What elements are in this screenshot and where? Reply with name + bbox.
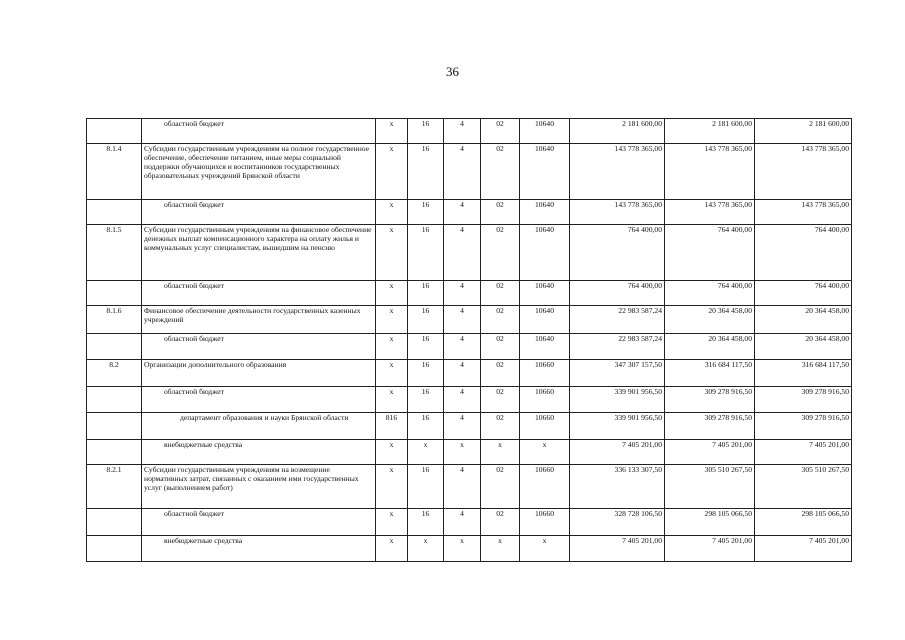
- cell-code-5: 10660: [520, 413, 570, 440]
- cell-amount-3: 298 105 066,50: [755, 509, 852, 536]
- cell-amount-2: 309 278 916,50: [665, 413, 755, 440]
- cell-amount-1: 143 778 365,00: [570, 144, 665, 200]
- cell-amount-1: 22 983 587,24: [570, 334, 665, 360]
- cell-amount-1: 7 405 201,00: [570, 536, 665, 562]
- cell-code-2: 16: [408, 281, 444, 306]
- table-row: [87, 119, 852, 144]
- cell-code-2: 16: [408, 306, 444, 334]
- cell-code-3: 4: [444, 360, 481, 387]
- cell-code-4: 02: [481, 360, 520, 387]
- cell-name: департамент образования и науки Брянской области: [142, 413, 376, 440]
- cell-code-3: 4: [444, 144, 481, 200]
- cell-amount-3: 2 181 600,00: [755, 119, 852, 144]
- cell-amount-2: 2 181 600,00: [665, 119, 755, 144]
- table-row: [87, 200, 852, 225]
- cell-amount-2: 298 105 066,50: [665, 509, 755, 536]
- cell-ministry: х: [376, 387, 408, 413]
- cell-code-5: 10640: [520, 306, 570, 334]
- cell-ministry: 816: [376, 413, 408, 440]
- cell-amount-2: 7 405 201,00: [665, 536, 755, 562]
- cell-amount-2: 7 405 201,00: [665, 440, 755, 465]
- cell-code: 8.1.6: [87, 306, 142, 334]
- cell-code-5: х: [520, 440, 570, 465]
- table-row: [87, 536, 852, 562]
- cell-code-4: 02: [481, 200, 520, 225]
- cell-code-4: 02: [481, 509, 520, 536]
- cell-amount-2: 764 400,00: [665, 225, 755, 281]
- cell-code-2: 16: [408, 334, 444, 360]
- cell-code-2: 16: [408, 200, 444, 225]
- cell-code-3: 4: [444, 119, 481, 144]
- cell-code-3: х: [444, 440, 481, 465]
- cell-code-2: 16: [408, 413, 444, 440]
- cell-code-2: 16: [408, 465, 444, 509]
- cell-amount-1: 2 181 600,00: [570, 119, 665, 144]
- cell-ministry: х: [376, 440, 408, 465]
- cell-code-4: 02: [481, 413, 520, 440]
- page-number: 36: [446, 64, 459, 79]
- cell-name: Организации дополнительного образования: [142, 360, 376, 387]
- cell-code-3: 4: [444, 334, 481, 360]
- table-row: [87, 144, 852, 200]
- cell-code-4: 02: [481, 334, 520, 360]
- cell-amount-1: 7 405 201,00: [570, 440, 665, 465]
- cell-code-3: 4: [444, 387, 481, 413]
- cell-code-2: 16: [408, 387, 444, 413]
- cell-name: областной бюджет: [142, 200, 376, 225]
- table-row: [87, 509, 852, 536]
- cell-code-5: 10640: [520, 334, 570, 360]
- cell-code-3: 4: [444, 281, 481, 306]
- budget-table: [86, 118, 852, 562]
- cell-ministry: х: [376, 509, 408, 536]
- cell-code-5: 10640: [520, 200, 570, 225]
- cell-code-3: х: [444, 536, 481, 562]
- cell-code-5: 10660: [520, 360, 570, 387]
- cell-amount-2: 764 400,00: [665, 281, 755, 306]
- cell-code-2: 16: [408, 119, 444, 144]
- cell-code: 8.1.5: [87, 225, 142, 281]
- cell-amount-3: 305 510 267,50: [755, 465, 852, 509]
- table-body: [87, 119, 852, 562]
- cell-amount-2: 20 364 458,00: [665, 306, 755, 334]
- cell-code: 8.2: [87, 360, 142, 387]
- cell-code-4: 02: [481, 144, 520, 200]
- cell-code-2: 16: [408, 509, 444, 536]
- cell-amount-2: 143 778 365,00: [665, 144, 755, 200]
- cell-ministry: х: [376, 465, 408, 509]
- cell-code-3: 4: [444, 509, 481, 536]
- cell-code-5: 10640: [520, 225, 570, 281]
- cell-amount-1: 336 133 307,50: [570, 465, 665, 509]
- cell-code-4: х: [481, 440, 520, 465]
- cell-code: [87, 200, 142, 225]
- table-row: [87, 440, 852, 465]
- cell-name: Субсидии государственным учреждениям на финансовое обеспечение денежных выплат компенсационного характера на оплату жилья и коммунальных услуг специалистам, вышедшим на пенсию: [142, 225, 376, 281]
- cell-name: областной бюджет: [142, 119, 376, 144]
- cell-name: Субсидии государственным учреждениям на полное государственное обеспечение, обеспечение питанием, иные меры социальной поддержки обучающихся и воспитанников государственных образовательных учреждений Брянской области: [142, 144, 376, 200]
- cell-amount-3: 316 684 117,50: [755, 360, 852, 387]
- cell-ministry: х: [376, 306, 408, 334]
- cell-amount-3: 20 364 458,00: [755, 334, 852, 360]
- cell-code-5: 10660: [520, 509, 570, 536]
- cell-code-5: 10640: [520, 119, 570, 144]
- cell-code: [87, 119, 142, 144]
- cell-amount-3: 20 364 458,00: [755, 306, 852, 334]
- cell-code-5: 10660: [520, 387, 570, 413]
- table-row: [87, 360, 852, 387]
- cell-code-3: 4: [444, 225, 481, 281]
- cell-amount-2: 316 684 117,50: [665, 360, 755, 387]
- cell-amount-1: 339 901 956,50: [570, 413, 665, 440]
- cell-amount-1: 328 728 106,50: [570, 509, 665, 536]
- cell-code-4: 02: [481, 387, 520, 413]
- cell-code-3: 4: [444, 306, 481, 334]
- cell-code: [87, 281, 142, 306]
- cell-ministry: х: [376, 200, 408, 225]
- cell-name: областной бюджет: [142, 334, 376, 360]
- cell-ministry: х: [376, 536, 408, 562]
- cell-amount-1: 339 901 956,50: [570, 387, 665, 413]
- cell-code-2: х: [408, 440, 444, 465]
- cell-amount-3: 7 405 201,00: [755, 536, 852, 562]
- table-row: [87, 334, 852, 360]
- table-row: [87, 413, 852, 440]
- cell-code-3: 4: [444, 465, 481, 509]
- cell-amount-1: 764 400,00: [570, 281, 665, 306]
- cell-code-4: 02: [481, 119, 520, 144]
- cell-code-3: 4: [444, 200, 481, 225]
- cell-code: [87, 387, 142, 413]
- cell-code: [87, 536, 142, 562]
- cell-name: областной бюджет: [142, 509, 376, 536]
- cell-amount-2: 309 278 916,50: [665, 387, 755, 413]
- cell-ministry: х: [376, 225, 408, 281]
- table-row: [87, 387, 852, 413]
- cell-amount-2: 143 778 365,00: [665, 200, 755, 225]
- cell-code: [87, 509, 142, 536]
- table-row: [87, 465, 852, 509]
- cell-ministry: х: [376, 281, 408, 306]
- cell-amount-1: 347 307 157,50: [570, 360, 665, 387]
- cell-code: [87, 334, 142, 360]
- cell-code: [87, 440, 142, 465]
- cell-code: 8.2.1: [87, 465, 142, 509]
- cell-amount-1: 764 400,00: [570, 225, 665, 281]
- cell-name: внебюджетные средства: [142, 536, 376, 562]
- cell-amount-3: 143 778 365,00: [755, 144, 852, 200]
- cell-amount-2: 305 510 267,50: [665, 465, 755, 509]
- cell-ministry: х: [376, 144, 408, 200]
- table-row: [87, 281, 852, 306]
- cell-code-4: 02: [481, 281, 520, 306]
- cell-amount-3: 764 400,00: [755, 281, 852, 306]
- cell-code-4: 02: [481, 225, 520, 281]
- cell-amount-3: 143 778 365,00: [755, 200, 852, 225]
- cell-name: Субсидии государственным учреждениям на возмещение нормативных затрат, связанных с оказанием ими государственных услуг (выполнением работ): [142, 465, 376, 509]
- cell-code-2: 16: [408, 360, 444, 387]
- cell-name: внебюджетные средства: [142, 440, 376, 465]
- cell-code-5: 10640: [520, 144, 570, 200]
- cell-amount-3: 7 405 201,00: [755, 440, 852, 465]
- cell-amount-1: 143 778 365,00: [570, 200, 665, 225]
- cell-code-4: 02: [481, 306, 520, 334]
- cell-code-2: 16: [408, 144, 444, 200]
- cell-name: Финансовое обеспечение деятельности государственных казенных учреждений: [142, 306, 376, 334]
- cell-amount-2: 20 364 458,00: [665, 334, 755, 360]
- cell-code-4: 02: [481, 465, 520, 509]
- cell-ministry: х: [376, 334, 408, 360]
- cell-amount-3: 309 278 916,50: [755, 413, 852, 440]
- cell-code-2: 16: [408, 225, 444, 281]
- cell-code-5: 10660: [520, 465, 570, 509]
- table-row: [87, 225, 852, 281]
- cell-ministry: х: [376, 119, 408, 144]
- cell-code-5: х: [520, 536, 570, 562]
- cell-code-4: х: [481, 536, 520, 562]
- cell-name: областной бюджет: [142, 387, 376, 413]
- cell-amount-1: 22 983 587,24: [570, 306, 665, 334]
- cell-amount-3: 764 400,00: [755, 225, 852, 281]
- cell-code: 8.1.4: [87, 144, 142, 200]
- cell-code-5: 10640: [520, 281, 570, 306]
- cell-code-3: 4: [444, 413, 481, 440]
- cell-code: [87, 413, 142, 440]
- cell-code-2: х: [408, 536, 444, 562]
- cell-name: областной бюджет: [142, 281, 376, 306]
- cell-amount-3: 309 278 916,50: [755, 387, 852, 413]
- table-row: [87, 306, 852, 334]
- cell-ministry: х: [376, 360, 408, 387]
